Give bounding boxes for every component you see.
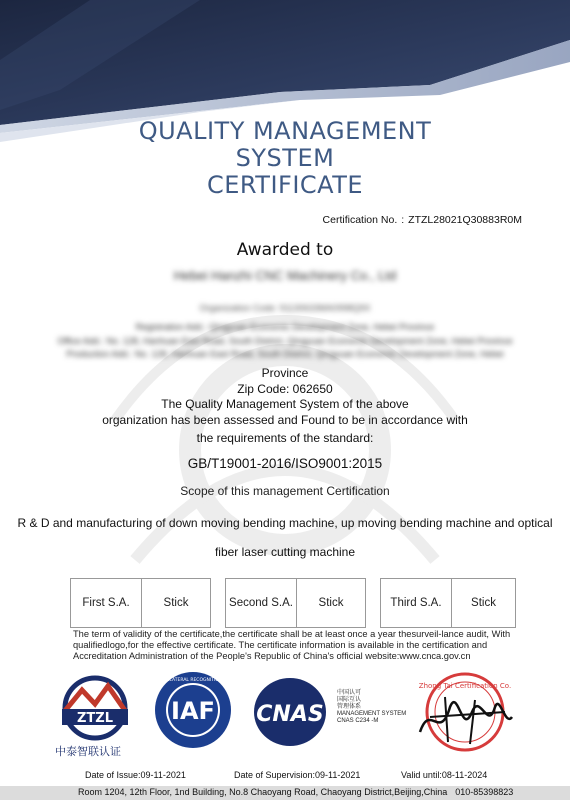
cnas-logo xyxy=(254,678,326,746)
validity-line-3: Accreditation Administration of the People's Republic of China's official website:www.cnca.gov.cn xyxy=(73,651,471,661)
iaf-logo-text: IAF xyxy=(171,697,215,725)
statement-line-3: the requirements of the standard: xyxy=(196,431,374,445)
ztzl-logo-text: ZTZL xyxy=(76,711,114,726)
cnas-cn-line-3: 管理体系 xyxy=(337,704,362,710)
iaf-ring-text: MEMBER OF MULTILATERAL RECOGNITION ARRANGEMENT xyxy=(127,678,259,683)
certification-value: ZTZL28021Q30883R0M xyxy=(408,214,522,226)
ztzl-chinese-name: 中泰智联认证 xyxy=(55,745,121,758)
date-of-issue: Date of Issue:09-11-2021 xyxy=(85,770,186,780)
production-address: Production Add.: No. 128, Hanhuan East Road, South District, Qingyuan Economic Development Zone, Hebei xyxy=(66,349,504,359)
title-line-3: CERTIFICATE xyxy=(206,171,364,199)
registration-address: Registration Add.: Qingyuan Economic Development Zone, Hebei Province xyxy=(135,322,435,332)
cnas-cn-line-2: 国际互认 xyxy=(337,697,362,703)
valid-until: Valid until:08-11-2024 xyxy=(401,770,488,780)
certificate-title xyxy=(0,118,570,199)
certification-label: Certification No. xyxy=(322,214,398,226)
footer xyxy=(78,787,513,797)
address-province: Province xyxy=(261,366,309,380)
surveillance-audit-table xyxy=(70,578,516,628)
cnas-en-line-2: CNAS C234 -M xyxy=(337,718,379,724)
third-sa-value: Stick xyxy=(451,578,516,628)
statement-line-2: organization has been assessed and Found to be in accordance with xyxy=(102,413,468,427)
statement-line-1: The Quality Management System of the above xyxy=(161,397,409,411)
scope-label: Scope of this management Certification xyxy=(180,484,390,498)
seal-text: Zhong Tai Certification Co. xyxy=(418,682,512,690)
organization-code: Organization Code: 91130633MA0998Q9X xyxy=(199,303,371,313)
second-sa-value: Stick xyxy=(296,578,366,628)
awarded-to-heading: Awarded to xyxy=(236,240,334,260)
scope-line-2: fiber laser cutting machine xyxy=(214,545,356,559)
title-line-2: SYSTEM xyxy=(235,144,335,172)
footer-address: Room 1204, 12th Floor, 1nd Building, No.8 Chaoyang Road, Chaoyang District,Beijing,China xyxy=(78,787,448,797)
second-sa-label: Second S.A. xyxy=(225,578,297,628)
certification-number xyxy=(323,214,522,226)
zip-code: Zip Code: 062650 xyxy=(237,382,333,396)
certification-separator: : xyxy=(401,214,405,226)
standard-code: GB/T19001-2016/ISO9001:2015 xyxy=(187,456,383,471)
cnas-logo-text: CNAS xyxy=(256,702,324,727)
validity-note xyxy=(73,629,523,662)
validity-line-2: qualifiedlogo,for the effective certificate. The certificate information is available in the certification and xyxy=(73,640,488,650)
company-name: Hebei Hanzhi CNC Machinery Co., Ltd xyxy=(173,268,397,283)
office-address: Office Add.: No. 128, Hanhuan East Road, South District, Qingyuan Economic Development Zone, Hebei Province xyxy=(57,336,513,346)
iaf-logo xyxy=(128,672,259,748)
cnas-cn-line-1: 中国认可 xyxy=(337,690,362,696)
third-sa-label: Third S.A. xyxy=(380,578,452,628)
date-of-supervision: Date of Supervision:09-11-2021 xyxy=(234,770,361,780)
cnas-caption xyxy=(337,690,406,725)
first-sa-value: Stick xyxy=(141,578,211,628)
cnas-en-line-1: MANAGEMENT SYSTEM xyxy=(337,711,407,717)
scope-line-1: R & D and manufacturing of down moving bending machine, up moving bending machine and optical xyxy=(17,516,553,530)
footer-phone: 010-85398823 xyxy=(455,787,514,797)
validity-line-1: The term of validity of the certificate,the certificate shall be at least once a year thesurveil-lance audit, With xyxy=(73,629,511,639)
ztzl-logo xyxy=(62,678,128,738)
title-line-1: QUALITY MANAGEMENT xyxy=(138,117,432,145)
dates-row xyxy=(0,770,570,782)
first-sa-label: First S.A. xyxy=(70,578,142,628)
